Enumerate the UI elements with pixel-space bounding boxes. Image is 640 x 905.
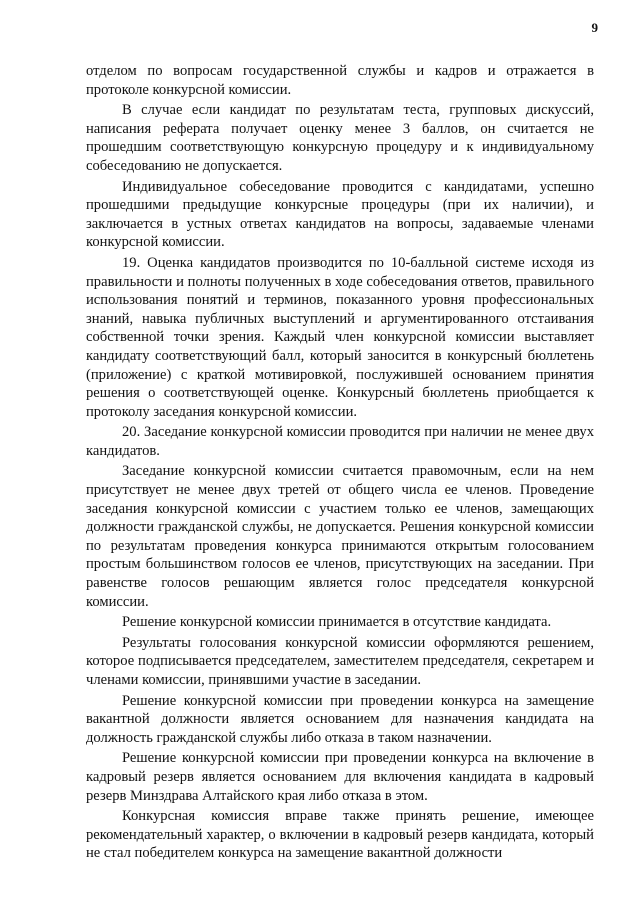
paragraph-recommendation: Конкурсная комиссия вправе также принять решение, имеющее рекомендательный характер, о включении в кадровый резерв кандидата, который не стал победителем конкурса на замещение вакантной должности — [86, 808, 594, 862]
paragraph-decision-absence: Решение конкурсной комиссии принимается в отсутствие кандидата. — [122, 614, 552, 631]
paragraph-test-score: В случае если кандидат по результатам теста, групповых дискуссий, написания реферата получает оценку менее 3 баллов, он считается не прошедшим соответствующую конкурсную процедуру и к индивидуальному собеседованию не допускается. — [86, 102, 594, 174]
paragraph-vacancy-decision: Решение конкурсной комиссии при проведении конкурса на замещение вакантной должности является основанием для назначения кандидата на должность гражданской службы либо отказа в таком назначении. — [86, 692, 594, 746]
paragraph-quorum: Заседание конкурсной комиссии считается правомочным, если на нем присутствует не менее двух третей от общего числа ее членов. Проведение заседания конкурсной комиссии с участием только ее членов, замещающих должности гражданской службы, не допускается. Решения конкурсной комиссии по результатам проведения конкурса принимаются открытым голосованием простым большинством голосов ее членов, присутствующих на заседании. При равенстве голосов решающим является голос председателя конкурсной комиссии. — [86, 463, 594, 610]
paragraph-reserve-decision: Решение конкурсной комиссии при проведении конкурса на включение в кадровый резерв является основанием для включения кандидата в кадровый резерв Минздрава Алтайского края либо отказа в этом. — [86, 750, 594, 804]
paragraph-continuation: отделом по вопросам государственной службы и кадров и отражается в протоколе конкурсной комиссии. — [86, 63, 594, 98]
paragraph-19-evaluation: 19. Оценка кандидатов производится по 10-балльной системе исходя из правильности и полноты полученных в ходе собеседования ответов, правильного использования понятий и терминов, показанного уровня профессиональных знаний, навыка публичных выступлений и аргументированного отстаивания собственной точки зрения. Каждый член конкурсной комиссии выставляет кандидату соответствующий балл, который заносится в конкурсный бюллетень (приложение) с краткой мотивировкой, послужившей основанием принятия решения о соответствующей оценке. Конкурсный бюллетень приобщается к протоколу заседания конкурсной комиссии. — [86, 254, 594, 420]
page-number: 9 — [591, 20, 598, 35]
paragraph-individual-interview: Индивидуальное собеседование проводится с кандидатами, успешно прошедшими предыдущие конкурсные процедуры (при их наличии), и заключается в устных ответах кандидатов на вопросы, задаваемые членами конкурсной комиссии. — [86, 178, 594, 251]
document-body — [86, 62, 594, 865]
paragraph-20-meeting: 20. Заседание конкурсной комиссии проводится при наличии не менее двух кандидатов. — [86, 424, 594, 459]
paragraph-voting-results: Результаты голосования конкурсной комиссии оформляются решением, которое подписывается председателем, заместителем председателя, секретарем и членами комиссии, принявшими участие в заседании. — [86, 634, 594, 688]
